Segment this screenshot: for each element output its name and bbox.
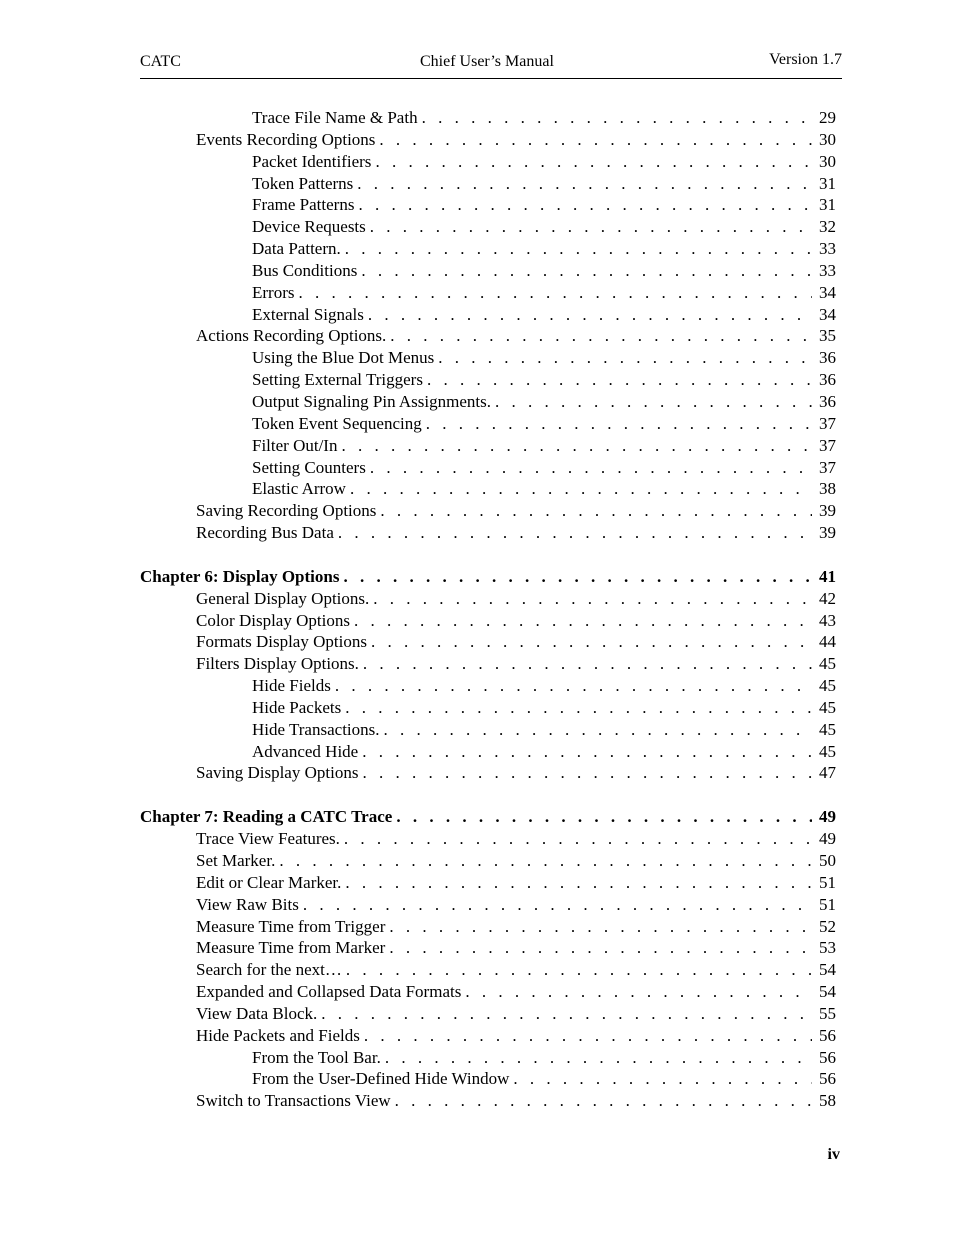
toc-dot-leader bbox=[368, 304, 812, 326]
toc-entry[interactable] bbox=[140, 194, 836, 216]
toc-entry[interactable] bbox=[140, 1047, 836, 1069]
toc-dot-leader bbox=[335, 675, 812, 697]
toc-chapter-entry[interactable] bbox=[140, 566, 836, 588]
toc-dot-leader bbox=[346, 959, 812, 981]
toc-entry-title: Hide Packets and Fields bbox=[196, 1025, 360, 1045]
toc-entry-page: 32 bbox=[819, 217, 836, 237]
toc-entry[interactable] bbox=[140, 216, 836, 238]
toc-entry-page: 55 bbox=[819, 1003, 836, 1023]
toc-entry-title: External Signals bbox=[252, 304, 364, 324]
toc-entry-page: 56 bbox=[819, 1047, 836, 1067]
toc-dot-leader bbox=[371, 631, 812, 653]
toc-entry-page: 37 bbox=[819, 457, 836, 477]
toc-dot-leader bbox=[422, 107, 812, 129]
toc-dot-leader bbox=[384, 719, 813, 741]
toc-entry-title: Frame Patterns bbox=[252, 195, 355, 215]
toc-entry-title: Elastic Arrow bbox=[252, 479, 346, 499]
toc-dot-leader bbox=[338, 522, 812, 544]
toc-dot-leader bbox=[389, 916, 812, 938]
toc-entry-title: Trace View Features. bbox=[196, 829, 340, 849]
toc-entry-title: Bus Conditions bbox=[252, 260, 358, 280]
toc-entry-title: Token Event Sequencing bbox=[252, 413, 422, 433]
toc-entry[interactable] bbox=[140, 282, 836, 304]
toc-entry[interactable] bbox=[140, 937, 836, 959]
toc-dot-leader bbox=[427, 369, 812, 391]
toc-entry-title: From the Tool Bar. bbox=[252, 1047, 381, 1067]
toc-entry-title: Saving Recording Options bbox=[196, 501, 377, 521]
toc-dot-leader bbox=[370, 216, 812, 238]
toc-entry-page: 45 bbox=[819, 676, 836, 696]
toc-entry-title: Device Requests bbox=[252, 217, 366, 237]
toc-dot-leader bbox=[465, 981, 812, 1003]
toc-entry[interactable] bbox=[140, 1068, 836, 1090]
table-of-contents bbox=[140, 107, 836, 1112]
toc-dot-leader bbox=[343, 566, 812, 588]
toc-entry-title: Chapter 7: Reading a CATC Trace bbox=[140, 807, 393, 827]
toc-dot-leader bbox=[363, 653, 812, 675]
toc-dot-leader bbox=[513, 1068, 812, 1090]
toc-entry[interactable] bbox=[140, 457, 836, 479]
toc-entry-page: 56 bbox=[819, 1025, 836, 1045]
toc-dot-leader bbox=[279, 850, 812, 872]
toc-entry-page: 36 bbox=[819, 391, 836, 411]
toc-dot-leader bbox=[426, 413, 812, 435]
toc-entry-title: General Display Options. bbox=[196, 588, 370, 608]
toc-entry[interactable] bbox=[140, 675, 836, 697]
toc-dot-leader bbox=[345, 697, 812, 719]
toc-entry[interactable] bbox=[140, 1003, 836, 1025]
toc-entry-title: Packet Identifiers bbox=[252, 151, 372, 171]
toc-entry-title: Setting Counters bbox=[252, 457, 366, 477]
toc-entry[interactable] bbox=[140, 828, 836, 850]
toc-dot-leader bbox=[373, 588, 812, 610]
toc-entry-title: Events Recording Options bbox=[196, 129, 376, 149]
toc-entry-title: Chapter 6: Display Options bbox=[140, 566, 340, 586]
toc-entry-page: 45 bbox=[819, 741, 836, 761]
header-document-title: Chief User’s Manual bbox=[420, 53, 554, 70]
toc-dot-leader bbox=[395, 1090, 812, 1112]
toc-entry[interactable] bbox=[140, 413, 836, 435]
toc-entry[interactable] bbox=[140, 588, 836, 610]
toc-entry-page: 39 bbox=[819, 501, 836, 521]
toc-entry-page: 34 bbox=[819, 282, 836, 302]
toc-entry[interactable] bbox=[140, 653, 836, 675]
toc-entry-page: 47 bbox=[819, 763, 836, 783]
toc-entry-page: 51 bbox=[819, 872, 836, 892]
toc-dot-leader bbox=[362, 741, 812, 763]
toc-dot-leader bbox=[358, 194, 812, 216]
toc-dot-leader bbox=[345, 872, 812, 894]
toc-entry[interactable] bbox=[140, 959, 836, 981]
toc-entry-page: 31 bbox=[819, 173, 836, 193]
toc-dot-leader bbox=[438, 347, 812, 369]
toc-entry[interactable] bbox=[140, 347, 836, 369]
toc-entry-title: Expanded and Collapsed Data Formats bbox=[196, 982, 462, 1002]
toc-entry-page: 58 bbox=[819, 1091, 836, 1111]
toc-entry-title: Data Pattern. bbox=[252, 239, 341, 259]
toc-entry-page: 54 bbox=[819, 982, 836, 1002]
toc-entry[interactable] bbox=[140, 610, 836, 632]
toc-entry[interactable] bbox=[140, 697, 836, 719]
toc-dot-leader bbox=[298, 282, 812, 304]
toc-dot-leader bbox=[390, 325, 812, 347]
toc-entry[interactable] bbox=[140, 1025, 836, 1047]
toc-entry-title: Actions Recording Options. bbox=[196, 326, 387, 346]
toc-entry[interactable] bbox=[140, 107, 836, 129]
toc-dot-leader bbox=[375, 151, 812, 173]
toc-entry[interactable] bbox=[140, 522, 836, 544]
toc-dot-leader bbox=[379, 129, 812, 151]
toc-entry-page: 45 bbox=[819, 654, 836, 674]
toc-entry-page: 54 bbox=[819, 960, 836, 980]
toc-entry-title: Setting External Triggers bbox=[252, 370, 423, 390]
toc-entry-title: Hide Transactions. bbox=[252, 719, 380, 739]
toc-dot-leader bbox=[362, 762, 812, 784]
toc-entry[interactable] bbox=[140, 1090, 836, 1112]
toc-entry-title: Switch to Transactions View bbox=[196, 1091, 391, 1111]
header-version: Version 1.7 bbox=[769, 51, 842, 68]
toc-entry-title: View Raw Bits bbox=[196, 894, 299, 914]
toc-entry[interactable] bbox=[140, 369, 836, 391]
toc-entry[interactable] bbox=[140, 850, 836, 872]
toc-entry[interactable] bbox=[140, 500, 836, 522]
toc-entry-title: Measure Time from Trigger bbox=[196, 916, 386, 936]
toc-entry-page: 41 bbox=[819, 566, 836, 586]
toc-entry-page: 37 bbox=[819, 435, 836, 455]
toc-entry-page: 33 bbox=[819, 239, 836, 259]
toc-entry-page: 51 bbox=[819, 894, 836, 914]
toc-entry[interactable] bbox=[140, 478, 836, 500]
toc-dot-leader bbox=[385, 1047, 812, 1069]
toc-entry-title: Trace File Name & Path bbox=[252, 108, 418, 127]
toc-entry-page: 49 bbox=[819, 829, 836, 849]
toc-entry[interactable] bbox=[140, 391, 836, 413]
toc-entry[interactable] bbox=[140, 762, 836, 784]
toc-entry-page: 29 bbox=[819, 108, 836, 127]
toc-entry-page: 34 bbox=[819, 304, 836, 324]
toc-entry-page: 39 bbox=[819, 523, 836, 543]
toc-dot-leader bbox=[364, 1025, 812, 1047]
toc-entry-title: Hide Packets bbox=[252, 697, 342, 717]
toc-entry-page: 52 bbox=[819, 916, 836, 936]
toc-entry-title: Token Patterns bbox=[252, 173, 354, 193]
toc-entry-page: 33 bbox=[819, 260, 836, 280]
toc-entry-title: Output Signaling Pin Assignments. bbox=[252, 391, 491, 411]
toc-entry[interactable] bbox=[140, 173, 836, 195]
toc-entry[interactable] bbox=[140, 631, 836, 653]
toc-entry-title: Set Marker. bbox=[196, 851, 276, 870]
toc-entry-page: 30 bbox=[819, 129, 836, 149]
toc-dot-leader bbox=[303, 894, 812, 916]
toc-dot-leader bbox=[357, 173, 812, 195]
toc-entry-title: Advanced Hide bbox=[252, 741, 359, 761]
toc-entry-title: View Data Block. bbox=[196, 1003, 318, 1023]
toc-entry-title: Edit or Clear Marker. bbox=[196, 872, 342, 892]
toc-entry-title: Filters Display Options. bbox=[196, 654, 359, 674]
toc-entry-title: Measure Time from Marker bbox=[196, 938, 386, 958]
toc-entry-page: 35 bbox=[819, 326, 836, 346]
toc-entry-title: Hide Fields bbox=[252, 676, 331, 696]
toc-entry-title: Using the Blue Dot Menus bbox=[252, 348, 435, 368]
toc-entry[interactable] bbox=[140, 435, 836, 457]
toc-entry-page: 43 bbox=[819, 610, 836, 630]
toc-dot-leader bbox=[354, 610, 812, 632]
toc-dot-leader bbox=[344, 828, 812, 850]
toc-dot-leader bbox=[396, 806, 812, 828]
toc-entry[interactable] bbox=[140, 741, 836, 763]
toc-entry-title: Formats Display Options bbox=[196, 632, 367, 652]
toc-entry-title: Color Display Options bbox=[196, 610, 350, 630]
toc-entry[interactable] bbox=[140, 872, 836, 894]
toc-entry[interactable] bbox=[140, 151, 836, 173]
toc-entry[interactable] bbox=[140, 238, 836, 260]
toc-dot-leader bbox=[495, 391, 812, 413]
toc-dot-leader bbox=[380, 500, 812, 522]
toc-entry[interactable] bbox=[140, 981, 836, 1003]
toc-dot-leader bbox=[389, 937, 812, 959]
toc-entry-title: Saving Display Options bbox=[196, 763, 359, 783]
toc-entry-page: 44 bbox=[819, 632, 836, 652]
toc-dot-leader bbox=[370, 457, 812, 479]
toc-entry-page: 38 bbox=[819, 479, 836, 499]
toc-entry[interactable] bbox=[140, 129, 836, 151]
toc-dot-leader bbox=[361, 260, 812, 282]
toc-entry-page: 37 bbox=[819, 413, 836, 433]
header-company: CATC bbox=[140, 53, 181, 70]
toc-entry-page: 36 bbox=[819, 370, 836, 390]
page-number: iv bbox=[827, 1146, 840, 1163]
toc-dot-leader bbox=[321, 1003, 812, 1025]
toc-entry-title: Recording Bus Data bbox=[196, 523, 334, 543]
toc-entry-page: 45 bbox=[819, 719, 836, 739]
toc-entry-page: 42 bbox=[819, 588, 836, 608]
toc-chapter-entry[interactable] bbox=[140, 806, 836, 828]
toc-entry[interactable] bbox=[140, 304, 836, 326]
toc-entry[interactable] bbox=[140, 325, 836, 347]
toc-entry-page: 49 bbox=[819, 807, 836, 827]
toc-dot-leader bbox=[345, 238, 812, 260]
toc-entry-title: From the User-Defined Hide Window bbox=[252, 1069, 510, 1089]
toc-entry-page: 56 bbox=[819, 1069, 836, 1089]
page-header bbox=[140, 50, 842, 79]
toc-entry[interactable] bbox=[140, 719, 836, 741]
toc-entry[interactable] bbox=[140, 894, 836, 916]
toc-entry-page: 31 bbox=[819, 195, 836, 215]
toc-dot-leader bbox=[341, 435, 812, 457]
toc-entry-title: Errors bbox=[252, 282, 295, 302]
toc-dot-leader bbox=[350, 478, 812, 500]
toc-entry-page: 50 bbox=[819, 851, 836, 870]
toc-entry-page: 53 bbox=[819, 938, 836, 958]
toc-entry-title: Search for the next… bbox=[196, 960, 342, 980]
toc-entry[interactable] bbox=[140, 260, 836, 282]
toc-entry-title: Filter Out/In bbox=[252, 435, 338, 455]
toc-entry-page: 36 bbox=[819, 348, 836, 368]
toc-entry-page: 30 bbox=[819, 151, 836, 171]
toc-entry-page: 45 bbox=[819, 697, 836, 717]
toc-entry[interactable] bbox=[140, 916, 836, 938]
